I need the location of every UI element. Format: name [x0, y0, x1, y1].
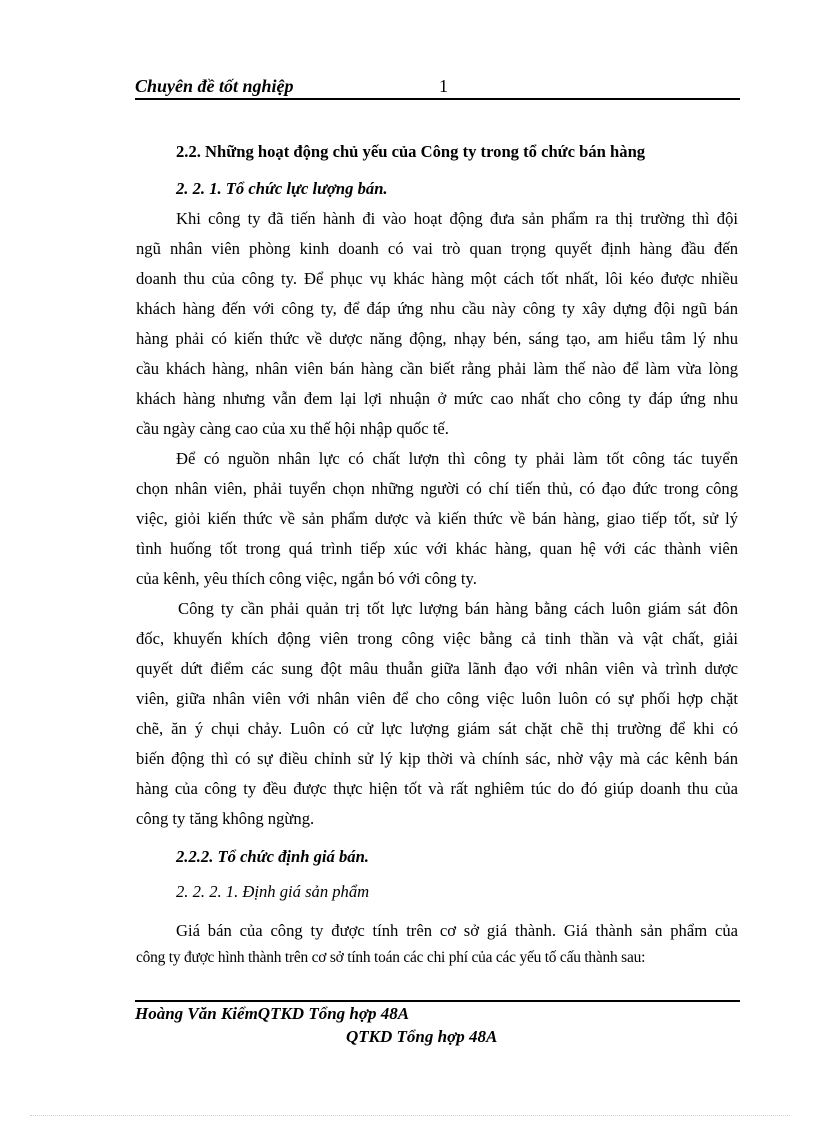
paragraph-line: Khi công ty đã tiến hành đi vào hoạt động đưa sản phẩm ra thị trường thì đội — [176, 209, 738, 228]
paragraph-line: Để có nguồn nhân lực có chất lượn thì công ty phải làm tốt công tác tuyển — [176, 449, 738, 468]
header-divider — [135, 98, 740, 100]
subsubsection-heading: 2. 2. 2. 1. Định giá sản phẩm — [176, 882, 370, 901]
paragraph-line: Công ty cần phải quản trị tốt lực lượng bán hàng bằng cách luôn giám sát đôn — [178, 599, 738, 618]
paragraph-line: biến động thì có sự điều chỉnh sử lý kịp thời và chính sác, nhờ vậy mà các kênh bán — [136, 749, 738, 768]
paragraph-line: cầu khách hàng, nhân viên bán hàng cần biết rằng phải làm thế nào để làm vừa lòng — [136, 359, 738, 378]
paragraph-line: viên, giữa nhân viên với nhân viên để cho công việc luôn luôn có sự phối hợp chặt — [136, 689, 738, 708]
paragraph-line: tình huống tốt trong quá trình tiếp xúc với khác hàng, quan hệ với các thành viên — [136, 539, 738, 558]
paragraph-line: hàng phải có kiến thức về dược năng động, nhạy bén, sáng tạo, am hiểu tâm lý nhu — [136, 329, 738, 348]
paragraph-line: ngũ nhân viên phòng kinh doanh có vai trò quan trọng quyết định hàng đầu đến — [136, 239, 738, 258]
paragraph-line: hàng của công ty đều được thực hiện tốt và rất nghiêm túc do đó giúp doanh thu của — [136, 779, 738, 798]
section-heading: 2.2. Những hoạt động chủ yếu của Công ty trong tổ chức bán hàng — [176, 142, 646, 161]
paragraph-line: công ty tăng không ngừng. — [136, 809, 315, 828]
paragraph-line: đốc, khuyến khích động viên trong công việc bằng cả tinh thần và vật chất, giải — [136, 629, 738, 648]
subsection-heading: 2. 2. 1. Tổ chức lực lượng bán. — [176, 179, 388, 198]
paragraph-line: việc, giỏi kiến thức về sản phẩm dược và kiến thức về bán hàng, giao tiếp tốt, sử lý — [136, 509, 738, 528]
footer-divider — [135, 1000, 740, 1002]
footer-class: QTKD Tổng hợp 48A — [346, 1027, 498, 1046]
paragraph-line: công ty được hình thành trên cơ sở tính toán các chi phí của các yếu tố cấu thành sau: — [136, 949, 646, 966]
paragraph-line: doanh thu của công ty. Để phục vụ khác hàng một cách tốt nhất, lôi kéo được nhiều — [136, 269, 738, 288]
paragraph-line: của kênh, yêu thích công việc, ngắn bó với công ty. — [136, 569, 477, 588]
header-title: Chuyên đề tốt nghiệp — [135, 76, 294, 96]
footer-author: Hoàng Văn KiểmQTKD Tổng hợp 48A — [135, 1004, 410, 1023]
paragraph-line: chẽ, ăn ý chụi chảy. Luôn có cử lực lượng giám sát chặt chẽ thị trường để khi có — [136, 719, 738, 738]
subsection-heading: 2.2.2. Tổ chức định giá bán. — [176, 847, 369, 866]
paragraph-line: chọn nhân viên, phải tuyển chọn những người có chí tiến thủ, có đạo đức trong công — [136, 479, 738, 498]
page-bottom-edge — [30, 1115, 790, 1116]
paragraph-line: khách hàng nhưng vẫn đem lại lợi nhuận ở mức cao nhất cho công ty đáp ứng nhu — [136, 389, 738, 408]
paragraph-line: khách hàng đến với công ty, để đáp ứng nhu cầu này công ty xây dựng đội ngũ bán — [136, 299, 738, 318]
paragraph-line: Giá bán của công ty được tính trên cơ sở giá thành. Giá thành sản phẩm của — [176, 921, 738, 940]
page-header — [135, 74, 740, 100]
paragraph-line: quyết dứt điểm các sung đột mâu thuẫn giữa lãnh đạo với nhân viên và trình dược — [136, 659, 738, 678]
paragraph-line: cầu ngày càng cao của xu thế hội nhập quốc tế. — [136, 419, 449, 438]
page-number: 1 — [439, 76, 448, 96]
